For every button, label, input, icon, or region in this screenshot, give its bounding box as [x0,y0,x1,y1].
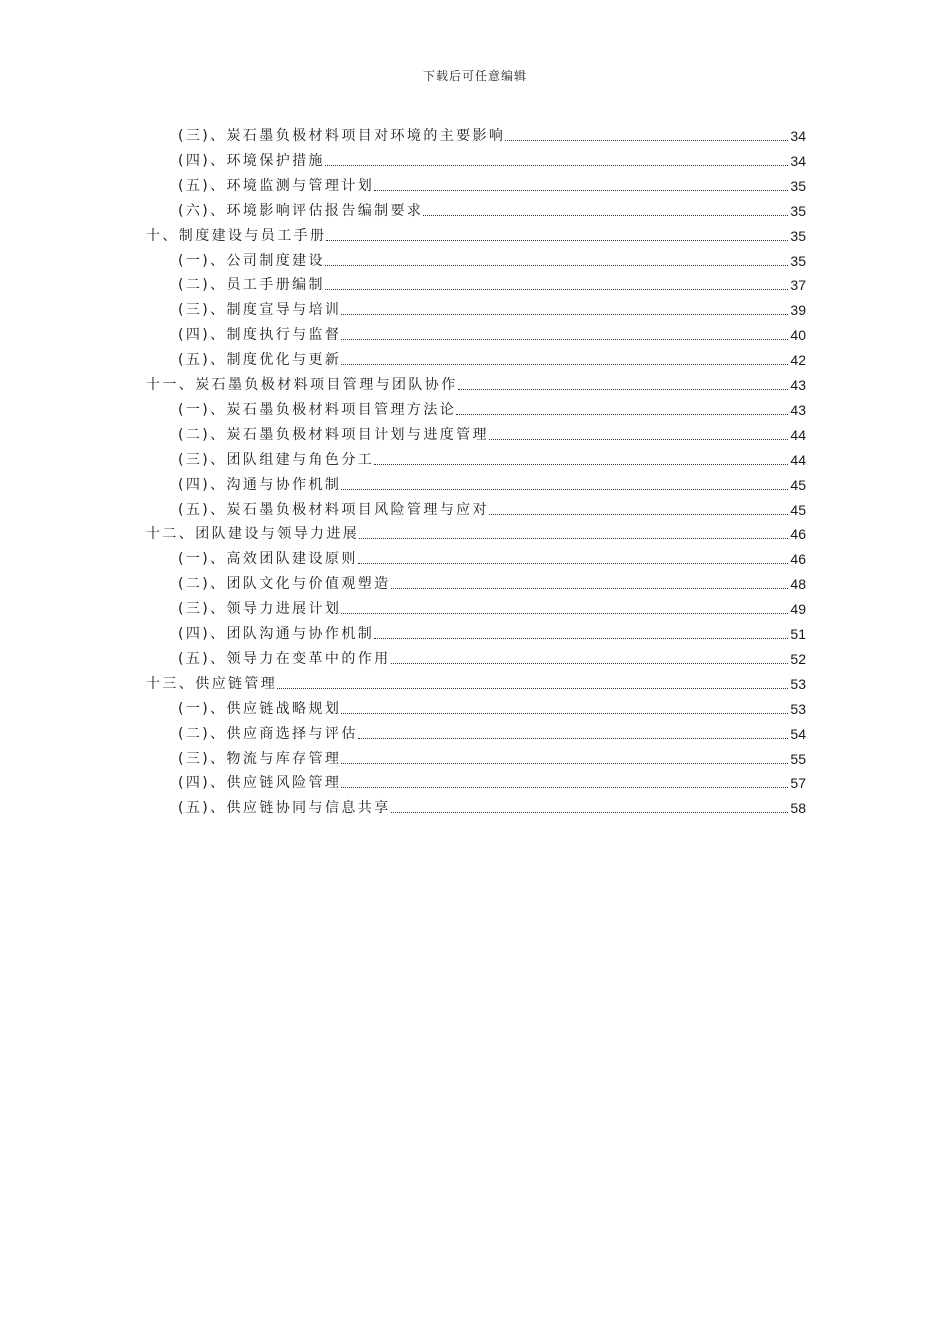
page-header: 下载后可任意编辑 [422,69,527,83]
toc-section-entry[interactable] [178,425,806,445]
toc-page-number: 35 [790,203,806,219]
toc-page-number: 37 [790,277,806,293]
toc-section-entry[interactable] [178,624,806,644]
toc-entry-title: (二)、供应商选择与评估 [178,726,358,742]
toc-entry-title: (一)、高效团队建设原则 [178,551,358,567]
toc-page-number: 43 [790,377,806,393]
toc-page-number: 35 [790,178,806,194]
toc-dot-leader [358,563,789,564]
toc-entry-title: (三)、领导力进展计划 [178,601,342,617]
toc-page-number: 40 [790,327,806,343]
toc-section-entry[interactable] [178,151,806,171]
toc-entry-title: (一)、供应链战略规划 [178,701,342,717]
toc-page-number: 34 [790,153,806,169]
toc-page-number: 58 [790,800,806,816]
toc-dot-leader [374,464,788,465]
toc-page-number: 35 [790,228,806,244]
toc-section-entry[interactable] [178,275,806,295]
toc-entry-title: 十三、供应链管理 [146,676,278,692]
toc-dot-leader [341,364,788,365]
toc-section-entry[interactable] [178,599,806,619]
toc-section-entry[interactable] [178,798,806,818]
toc-dot-leader [358,738,789,739]
toc-chapter-entry[interactable] [146,524,806,544]
toc-entry-title: (四)、环境保护措施 [178,153,325,169]
toc-page-number: 51 [790,626,806,642]
toc-section-entry[interactable] [178,325,806,345]
toc-entry-title: (五)、领导力在变革中的作用 [178,651,391,667]
toc-entry-title: (五)、供应链协同与信息共享 [178,800,391,816]
toc-page-number: 42 [790,352,806,368]
toc-dot-leader [391,663,789,664]
toc-dot-leader [341,339,788,340]
toc-chapter-entry[interactable] [146,375,806,395]
toc-dot-leader [326,240,788,241]
toc-entry-title: (一)、炭石墨负极材料项目管理方法论 [178,402,457,418]
toc-section-entry[interactable] [178,699,806,719]
toc-entry-title: (一)、公司制度建设 [178,253,325,269]
toc-section-entry[interactable] [178,724,806,744]
toc-page-number: 45 [790,477,806,493]
toc-page-number: 46 [790,551,806,567]
toc-page-number: 54 [790,726,806,742]
toc-dot-leader [456,414,788,415]
toc-dot-leader [374,190,788,191]
toc-entry-title: (五)、炭石墨负极材料项目风险管理与应对 [178,502,489,518]
toc-chapter-entry[interactable] [146,226,806,246]
toc-dot-leader [341,713,788,714]
toc-dot-leader [458,389,789,390]
toc-entry-title: (五)、制度优化与更新 [178,352,342,368]
toc-dot-leader [391,588,789,589]
toc-section-entry[interactable] [178,201,806,221]
toc-dot-leader [505,140,788,141]
toc-section-entry[interactable] [178,749,806,769]
toc-page-number: 45 [790,502,806,518]
toc-dot-leader [359,538,788,539]
toc-section-entry[interactable] [178,475,806,495]
toc-page-number: 48 [790,576,806,592]
toc-chapter-entry[interactable] [146,674,806,694]
toc-section-entry[interactable] [178,400,806,420]
toc-page-number: 44 [790,452,806,468]
toc-page-number: 49 [790,601,806,617]
toc-dot-leader [325,165,788,166]
toc-entry-title: (四)、沟通与协作机制 [178,477,342,493]
toc-dot-leader [341,787,788,788]
toc-dot-leader [325,289,788,290]
toc-entry-title: (三)、团队组建与角色分工 [178,452,375,468]
toc-section-entry[interactable] [178,450,806,470]
toc-page-number: 43 [790,402,806,418]
toc-section-entry[interactable] [178,251,806,271]
toc-entry-title: 十一、炭石墨负极材料项目管理与团队协作 [146,377,458,393]
toc-page-number: 53 [790,701,806,717]
toc-entry-title: 十二、团队建设与领导力进展 [146,526,360,542]
toc-dot-leader [341,613,788,614]
toc-dot-leader [341,314,788,315]
toc-section-entry[interactable] [178,549,806,569]
toc-section-entry[interactable] [178,649,806,669]
toc-entry-title: (四)、制度执行与监督 [178,327,342,343]
toc-entry-title: (三)、炭石墨负极材料项目对环境的主要影响 [178,128,506,144]
toc-section-entry[interactable] [178,350,806,370]
toc-entry-title: (三)、制度宣导与培训 [178,302,342,318]
toc-page-number: 52 [790,651,806,667]
toc-entry-title: (二)、员工手册编制 [178,277,325,293]
toc-section-entry[interactable] [178,773,806,793]
toc-dot-leader [423,215,788,216]
toc-page-number: 44 [790,427,806,443]
toc-entry-title: (二)、团队文化与价值观塑造 [178,576,391,592]
toc-page-number: 53 [790,676,806,692]
toc-entry-title: (四)、供应链风险管理 [178,775,342,791]
toc-dot-leader [341,489,788,490]
toc-entry-title: (四)、团队沟通与协作机制 [178,626,375,642]
toc-entry-title: (三)、物流与库存管理 [178,751,342,767]
toc-page-number: 46 [790,526,806,542]
toc-section-entry[interactable] [178,126,806,146]
toc-dot-leader [325,265,788,266]
toc-dot-leader [341,763,788,764]
toc-dot-leader [489,514,788,515]
toc-entry-title: 十、制度建设与员工手册 [146,228,327,244]
toc-section-entry[interactable] [178,300,806,320]
toc-dot-leader [391,812,789,813]
toc-page-number: 35 [790,253,806,269]
toc-entry-title: (六)、环境影响评估报告编制要求 [178,203,424,219]
toc-dot-leader [277,688,788,689]
toc-section-entry[interactable] [178,176,806,196]
toc-dot-leader [374,638,788,639]
toc-section-entry[interactable] [178,500,806,520]
toc-page-number: 57 [790,775,806,791]
toc-page-number: 34 [790,128,806,144]
toc-entry-title: (二)、炭石墨负极材料项目计划与进度管理 [178,427,489,443]
toc-page-number: 39 [790,302,806,318]
toc-dot-leader [489,439,788,440]
toc-entry-title: (五)、环境监测与管理计划 [178,178,375,194]
toc-page-number: 55 [790,751,806,767]
toc-section-entry[interactable] [178,574,806,594]
